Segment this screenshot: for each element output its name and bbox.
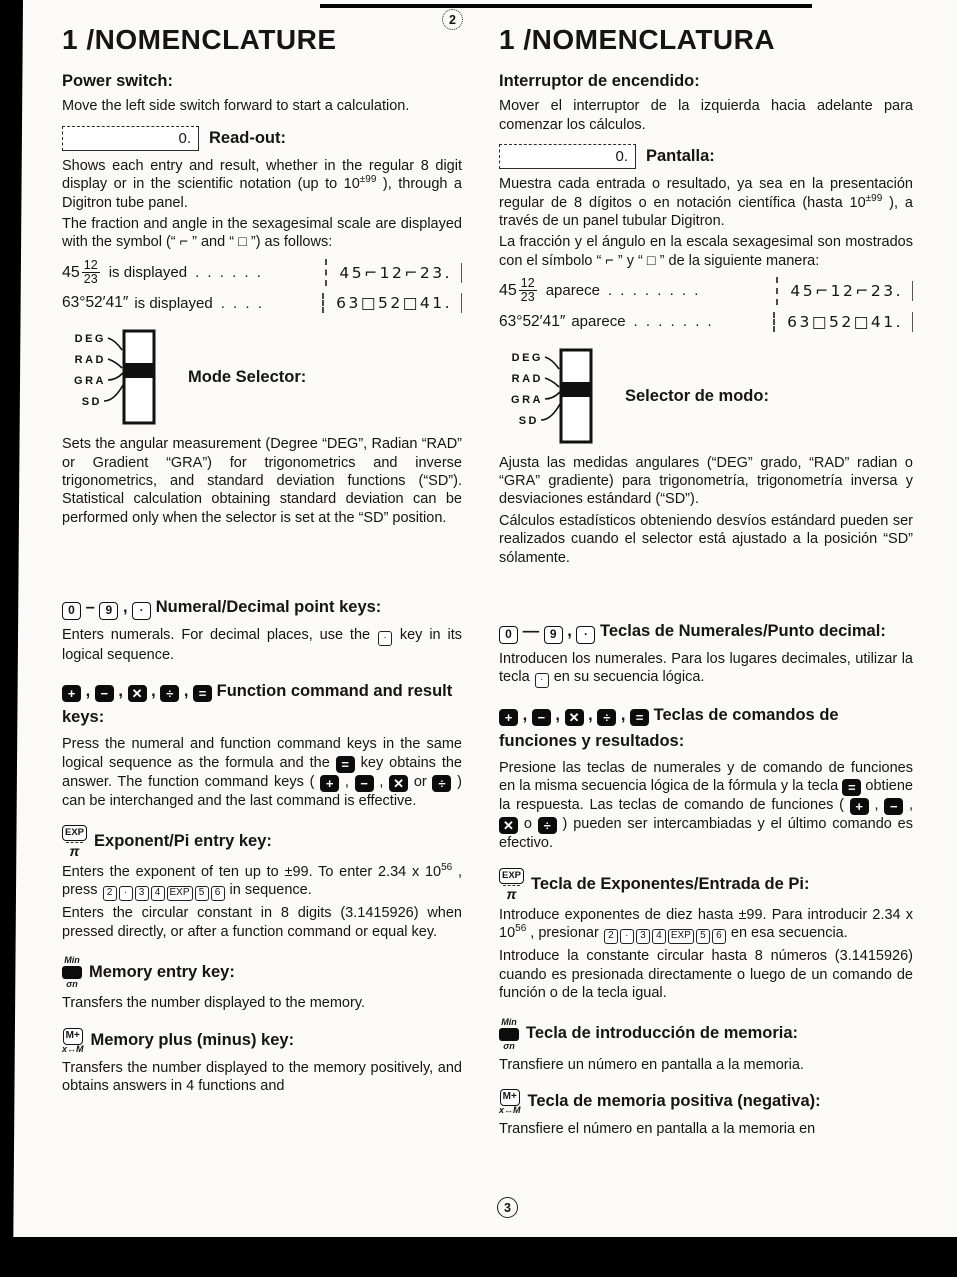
zero-key-icon: 0 bbox=[499, 626, 518, 644]
decimal-point-key-icon: · bbox=[378, 631, 392, 646]
readout-display-icon bbox=[62, 126, 199, 151]
five-key-icon: 5 bbox=[696, 929, 710, 944]
exponent-key-heading: Exponent/Pi entry key: bbox=[94, 831, 272, 850]
memory-plus-body: Transfiere el número en pantalla a la memoria en bbox=[499, 1120, 816, 1137]
divider-bar bbox=[461, 263, 462, 283]
fraction-numerator: 12 bbox=[520, 276, 535, 291]
scan-bottom-bar bbox=[0, 1237, 957, 1277]
mode-label-gra: GRA bbox=[74, 375, 106, 388]
calculator-display-text: 63□52□41. bbox=[787, 312, 903, 331]
section-gap bbox=[62, 530, 462, 580]
key-icon: ±99 bbox=[359, 174, 377, 186]
decimal-point-key-icon: · bbox=[119, 886, 133, 901]
mode-label-sd: SD bbox=[81, 396, 102, 409]
readout-value: 0. bbox=[178, 129, 191, 147]
memory-entry-key-icon bbox=[499, 1018, 519, 1051]
mode-label-rad: RAD bbox=[74, 354, 106, 367]
memory-entry-heading-row bbox=[62, 956, 462, 989]
min-key-label: Min bbox=[64, 955, 80, 966]
display-example-fraction bbox=[499, 277, 913, 304]
pi-key-label: π bbox=[503, 885, 521, 901]
exp-key-icon: EXP bbox=[668, 929, 694, 944]
decimal-point-key-icon: · bbox=[535, 673, 549, 688]
divide-key-icon: ÷ bbox=[538, 817, 557, 834]
page-number-top: 2 bbox=[442, 9, 463, 30]
spanish-column bbox=[499, 24, 913, 1141]
readout-paragraph-2: La fracción y el ángulo en la escala sexagesimal son mostrados con el símbolo “ ⌐ ” y “ □ ” de la siguiente manera: bbox=[499, 234, 913, 269]
section-gap bbox=[499, 570, 913, 604]
mode-selector-diagram bbox=[62, 327, 174, 427]
mode-label-deg: DEG bbox=[511, 351, 543, 364]
example-dots: . . . . bbox=[220, 294, 264, 312]
power-switch-body: Mover el interruptor de la izquierda hacia adelante para comenzar los cálculos. bbox=[499, 98, 913, 133]
equals-key-icon: = bbox=[630, 709, 649, 726]
power-switch-heading: Power switch: bbox=[62, 72, 173, 90]
mode-label-rad: RAD bbox=[511, 372, 543, 385]
divider-bar bbox=[325, 259, 327, 286]
black-key-icon bbox=[62, 966, 82, 979]
mode-label-sd: SD bbox=[518, 414, 539, 427]
mode-selector-section bbox=[62, 327, 462, 427]
page-title-english: 1 /NOMENCLATURE bbox=[62, 24, 337, 55]
m-plus-key-icon: M+ bbox=[63, 1028, 83, 1045]
mode-selector-body: Ajusta las medidas angulares (“DEG” grado, “RAD” radian o “GRA” gradiente) para trigonometría, trigonometría inversa y desviaciones estándard (“SD”). bbox=[499, 454, 913, 508]
example-label: aparece bbox=[545, 282, 600, 300]
exponent-key-body-1: Enters the exponent of ten up to ±99. To enter 2.34 x $10^{56}$ , press 2 · 3 4 EXP 5 6 in sequence. bbox=[62, 863, 462, 901]
page-title-spanish: 1 /NOMENCLATURA bbox=[499, 24, 776, 55]
five-key-icon: 5 bbox=[195, 886, 209, 901]
minus-key-icon: − bbox=[355, 775, 374, 792]
exponent-key-body-2: Enters the circular constant in 8 digits (3.1415926) when pressed directly, or after a function command or equal key. bbox=[62, 905, 462, 940]
decimal-point-key-icon: · bbox=[132, 602, 151, 620]
readout-display-icon bbox=[499, 144, 636, 169]
readout-heading: Pantalla: bbox=[646, 147, 715, 166]
example-dots: . . . . . . bbox=[195, 264, 263, 281]
numeral-keys-body: Introducen los numerales. Para los lugares decimales, utilizar la tecla · en su secuencia lógica. bbox=[499, 650, 913, 688]
four-key-icon: 4 bbox=[652, 929, 666, 944]
example-label: is displayed bbox=[134, 294, 213, 312]
divide-key-icon: ÷ bbox=[432, 775, 451, 792]
multiply-key-icon: ✕ bbox=[499, 817, 518, 834]
x-exchange-m-label: x↔M bbox=[62, 1043, 84, 1054]
mode-selector-knob[interactable] bbox=[124, 363, 154, 378]
top-rule bbox=[320, 4, 812, 8]
readout-heading-row bbox=[62, 126, 462, 151]
exponent-key-heading-row bbox=[62, 825, 462, 858]
calculator-display-text: 63□52□41. bbox=[336, 294, 452, 313]
six-key-icon: 6 bbox=[712, 929, 726, 944]
decimal-point-key-icon: · bbox=[576, 626, 595, 644]
min-key-label: Min bbox=[501, 1016, 517, 1027]
memory-plus-heading: Memory plus (minus) key: bbox=[90, 1030, 295, 1049]
numeral-keys-heading: 0 – 9 , · Numeral/Decimal point keys: bbox=[62, 595, 462, 621]
scan-edge-strip bbox=[0, 0, 23, 1277]
multiply-key-icon: ✕ bbox=[128, 685, 147, 702]
angle-value: 63°52′41″ bbox=[499, 312, 566, 330]
memory-plus-heading-row bbox=[62, 1028, 462, 1054]
readout-heading-row bbox=[499, 144, 913, 169]
fraction-whole: 45 bbox=[499, 281, 517, 299]
readout-paragraph-1: Shows each entry and result, whether in the regular 8 digit display or in the scientific notation (up to $10^{\pm 99}$ ), through a Digitron tube panel. bbox=[62, 157, 463, 211]
pi-key-label: π bbox=[66, 842, 84, 858]
exp-key-icon: EXP bbox=[499, 868, 524, 884]
fraction-stack bbox=[82, 259, 100, 286]
memory-entry-key-icon bbox=[62, 956, 82, 989]
equals-key-icon: = bbox=[336, 756, 355, 773]
divide-key-icon: ÷ bbox=[597, 709, 616, 726]
angle-value: 63°52′41″ bbox=[62, 294, 129, 312]
mode-label-gra: GRA bbox=[511, 393, 543, 406]
equals-key-icon: = bbox=[842, 779, 861, 796]
mode-selector-body-2: Cálculos estadísticos obteniendo desvíos estándard pueden ser realizados cuando el selector está ajustado a la posición “SD” sólamente. bbox=[499, 512, 913, 566]
readout-paragraph-2: The fraction and angle in the sexagesimal scale are displayed with the symbol (“ ⌐ ” and “ □ ”) as follows: bbox=[62, 216, 462, 251]
exp-pi-key-icon bbox=[499, 868, 524, 901]
nine-key-icon: 9 bbox=[544, 626, 563, 644]
fraction-stack bbox=[519, 277, 537, 304]
three-key-icon: 3 bbox=[636, 929, 650, 944]
memory-plus-heading-row bbox=[499, 1089, 913, 1115]
memory-plus-key-icon bbox=[62, 1028, 84, 1054]
exp-key-icon: EXP bbox=[62, 825, 87, 841]
minus-key-icon: − bbox=[884, 798, 903, 815]
exponent-key-heading-row bbox=[499, 868, 913, 901]
memory-plus-key-icon bbox=[499, 1089, 521, 1115]
numeral-keys-body: Enters numerals. For decimal places, use the · key in its logical sequence. bbox=[62, 626, 462, 663]
divider-bar bbox=[322, 293, 324, 313]
divider-bar bbox=[461, 293, 462, 313]
calculator-display-text: 45⌐12⌐23. bbox=[790, 281, 903, 300]
zero-key-icon: 0 bbox=[62, 602, 81, 620]
minus-key-icon: − bbox=[95, 685, 114, 702]
power-switch-body: Move the left side switch forward to start a calculation. bbox=[62, 98, 410, 115]
divider-bar bbox=[776, 277, 778, 304]
minus-key-icon: − bbox=[532, 709, 551, 726]
numeral-keys-heading: 0 — 9 , · Teclas de Numerales/Punto decimal: bbox=[499, 619, 913, 645]
nine-key-icon: 9 bbox=[99, 602, 118, 620]
m-plus-key-icon: M+ bbox=[500, 1089, 520, 1106]
example-dots: . . . . . . . . bbox=[607, 282, 701, 300]
multiply-key-icon: ✕ bbox=[565, 709, 584, 726]
function-keys-heading: + , − , ✕ , ÷ , = Function command and result keys: bbox=[62, 682, 453, 726]
decimal-point-key-icon: · bbox=[620, 929, 634, 944]
function-keys-body: Presione las teclas de numerales y de comando de funciones en la misma secuencia lógica de la fórmula y la tecla = obtiene la respuesta. Las teclas de comando de funciones ( + , − , ✕ o ÷ ) pueden ser intercambiadas y el último comando es efectivo. bbox=[499, 760, 914, 852]
function-keys-body: Press the numeral and function command keys in the same logical sequence as the formula and the = key obtains the answer. The function command keys ( + , − , ✕ or ÷ ) can be interchanged and the last command is effective. bbox=[62, 736, 463, 809]
example-dots: . . . . . . . bbox=[633, 313, 714, 331]
exp-key-icon: EXP bbox=[167, 886, 193, 901]
readout-value: 0. bbox=[615, 148, 628, 166]
plus-key-icon: + bbox=[62, 685, 81, 702]
memory-plus-body: Transfers the number displayed to the memory positively, and obtains answers in 4 functions and bbox=[62, 1059, 462, 1095]
key-icon: 56 bbox=[441, 862, 453, 874]
example-label: aparece bbox=[571, 313, 626, 331]
two-key-icon: 2 bbox=[604, 929, 618, 944]
four-key-icon: 4 bbox=[151, 886, 165, 901]
fraction-denominator: 23 bbox=[83, 272, 98, 286]
function-keys-heading: + , − , ✕ , ÷ , = Teclas de comandos de funciones y resultados: bbox=[499, 705, 839, 750]
fraction-whole: 45 bbox=[62, 263, 80, 281]
display-example-angle bbox=[62, 293, 462, 313]
mode-selector-body: Sets the angular measurement (Degree “DEG”, Radian “RAD” or Gradient “GRA”) for trigonometrics and inverse trigonometrics, and standard deviation functions (“SD”). Statistical calculation obtaining standard deviation can be performed only when the selector is set at the “SD” position. bbox=[62, 436, 462, 526]
mode-label-deg: DEG bbox=[74, 333, 106, 346]
plus-key-icon: + bbox=[320, 775, 339, 792]
memory-entry-heading: Memory entry key: bbox=[89, 963, 235, 982]
display-example-angle bbox=[499, 312, 913, 332]
display-example-fraction bbox=[62, 259, 462, 286]
calculator-display-text: 45⌐12⌐23. bbox=[339, 263, 452, 282]
plus-key-icon: + bbox=[499, 709, 518, 726]
readout-paragraph-1: Muestra cada entrada o resultado, ya sea en la presentación regular de 8 dígitos o en notación científica (hasta $10^{\pm 99}$ ), a través de un panel tubular Digitron. bbox=[499, 176, 913, 230]
fraction-numerator: 12 bbox=[83, 257, 98, 272]
power-switch-heading: Interruptor de encendido: bbox=[499, 72, 700, 90]
page-number-bottom: 3 bbox=[497, 1197, 518, 1218]
sigma-n-label: σn bbox=[66, 979, 78, 990]
example-label: is displayed bbox=[108, 264, 188, 281]
two-key-icon: 2 bbox=[103, 886, 117, 901]
divide-key-icon: ÷ bbox=[160, 685, 179, 702]
three-key-icon: 3 bbox=[135, 886, 149, 901]
sigma-n-label: σn bbox=[503, 1040, 515, 1051]
mode-selector-section bbox=[499, 346, 913, 446]
exp-pi-key-icon bbox=[62, 825, 87, 858]
equals-key-icon: = bbox=[193, 685, 212, 702]
key-icon: ±99 bbox=[865, 192, 883, 204]
mode-selector-heading: Mode Selector: bbox=[188, 368, 307, 387]
divider-bar bbox=[773, 312, 775, 332]
exponent-key-heading: Tecla de Exponentes/Entrada de Pi: bbox=[531, 874, 810, 893]
divider-bar bbox=[912, 281, 913, 301]
divider-bar bbox=[912, 312, 913, 332]
fraction-denominator: 23 bbox=[520, 290, 535, 305]
memory-plus-heading: Tecla de memoria positiva (negativa): bbox=[527, 1092, 821, 1111]
mode-selector-diagram bbox=[499, 346, 611, 446]
exponent-key-body-1: Introduce exponentes de diez hasta ±99. Para introducir 2.34 x $10^{56}$ , presionar 2 · 3 4 EXP 5 6 en esa secuencia. bbox=[499, 906, 913, 944]
multiply-key-icon: ✕ bbox=[389, 775, 408, 792]
memory-entry-body: Transfiere un número en pantalla a la memoria. bbox=[499, 1056, 804, 1073]
key-icon: 56 bbox=[515, 923, 527, 935]
six-key-icon: 6 bbox=[211, 886, 225, 901]
black-key-icon bbox=[499, 1028, 519, 1041]
exponent-key-body-2: Introduce la constante circular hasta 8 números (3.1415926) cuando es presionada directamente o luego de un comando de función o de la tecla igual. bbox=[499, 948, 913, 1002]
english-column bbox=[62, 24, 462, 1099]
readout-heading: Read-out: bbox=[209, 128, 286, 147]
mode-selector-heading: Selector de modo: bbox=[625, 386, 769, 405]
x-exchange-m-label: x↔M bbox=[499, 1104, 521, 1115]
memory-entry-heading-row bbox=[499, 1018, 913, 1051]
plus-key-icon: + bbox=[850, 798, 869, 815]
mode-selector-knob[interactable] bbox=[561, 382, 591, 397]
memory-entry-heading: Tecla de introducción de memoria: bbox=[526, 1024, 799, 1043]
memory-entry-body: Transfers the number displayed to the memory. bbox=[62, 995, 366, 1012]
